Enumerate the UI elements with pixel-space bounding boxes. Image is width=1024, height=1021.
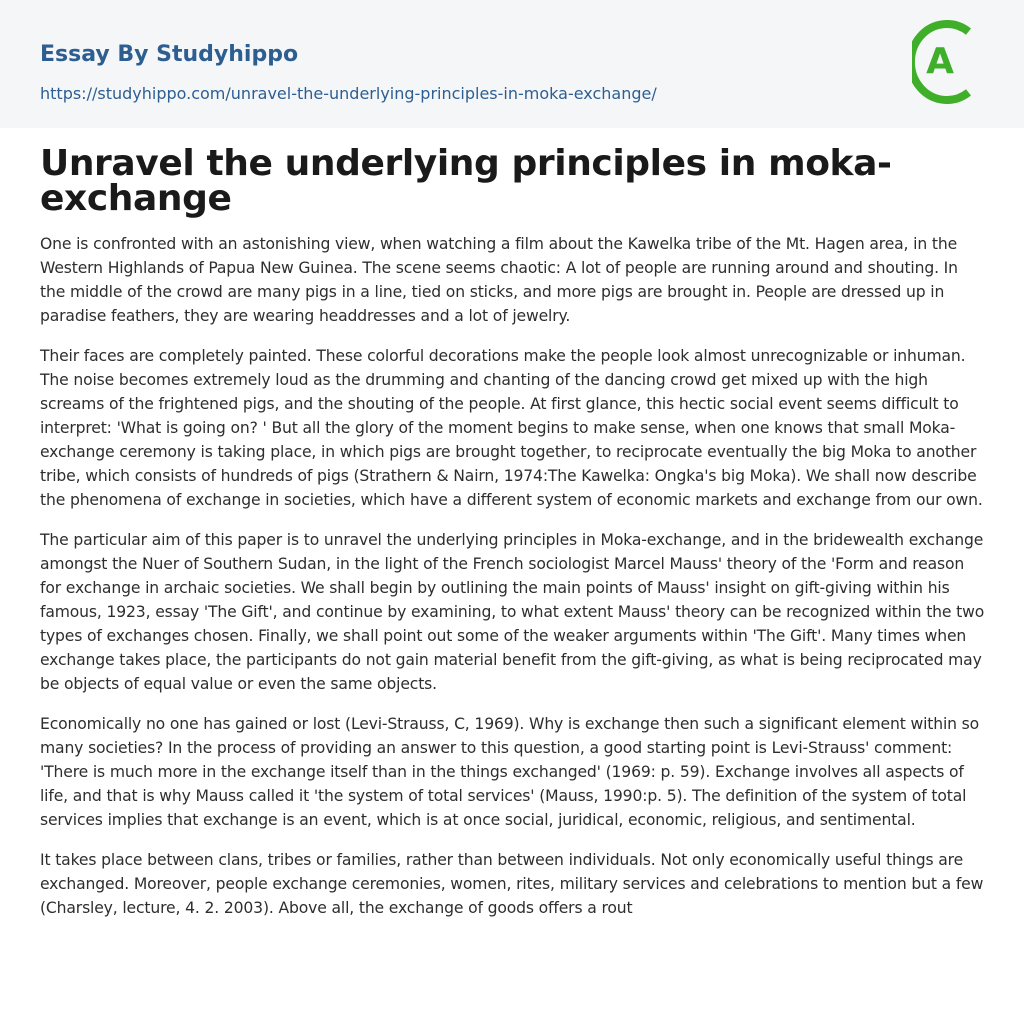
site-header [0, 0, 1024, 128]
article [40, 143, 985, 936]
logo-letter: A [926, 41, 954, 82]
article-paragraph: It takes place between clans, tribes or families, rather than between individuals. Not only economically useful things are exchanged. Moreover, people exchange ceremonies, women, rites, military services and celebrations to mention but a few (Charsley, lecture, 4. 2. 2003). Above all, the exchange of goods offers a rout [40, 851, 984, 917]
article-paragraph: Economically no one has gained or lost (Levi-Strauss, C, 1969). Why is exchange then such a significant element within so many societies? In the process of providing an answer to this question, a good starting point is Levi-Strauss' comment: 'There is much more in the exchange itself than in the things exchanged' (1969: p. 59). Exchange involves all aspects of life, and that is why Mauss called it 'the system of total services' (Mauss, 1990:p. 5). The definition of the system of total services implies that exchange is an event, which is at once social, juridical, economic, religious, and sentimental. [40, 715, 980, 829]
article-title: Unravel the underlying principles in moka-exchange [40, 143, 892, 219]
article-paragraph: The particular aim of this paper is to unravel the underlying principles in Moka-exchange, and in the bridewealth exchange amongst the Nuer of Southern Sudan, in the light of the French sociologist Marcel Mauss' theory of the 'Form and reason for exchange in archaic societies. We shall begin by outlining the main points of Mauss' insight on gift-giving within his famous, 1923, essay 'The Gift', and continue by examining, to what extent Mauss' theory can be recognized within the two types of exchanges chosen. Finally, we shall point out some of the weaker arguments within 'The Gift'. Many times when exchange takes place, the participants do not gain material benefit from the gift-giving, as what is being reciprocated may be objects of equal value or even the same objects. [40, 531, 985, 693]
brand-title[interactable]: Essay By Studyhippo [40, 42, 299, 67]
source-url-link[interactable]: https://studyhippo.com/unravel-the-underlying-principles-in-moka-exchange/ [40, 84, 657, 103]
article-paragraph: Their faces are completely painted. These colorful decorations make the people look almost unrecognizable or inhuman. The noise becomes extremely loud as the drumming and chanting of the dancing crowd get mixed up with the high screams of the frightened pigs, and the shouting of the people. At first glance, this hectic social event seems difficult to interpret: 'What is going on? ' But all the glory of the moment begins to make sense, when one knows that small Moka-exchange ceremony is taking place, in which pigs are brought together, to reciprocate eventually the big Moka to another tribe, which consists of hundreds of pigs (Strathern & Nairn, 1974:The Kawelka: Ongka's big Moka). We shall now describe the phenomena of exchange in societies, which have a different system of economic markets and exchange from our own. [40, 347, 983, 509]
studyhippo-logo-icon[interactable] [912, 20, 988, 104]
article-paragraph: One is confronted with an astonishing view, when watching a film about the Kawelka tribe of the Mt. Hagen area, in the Western Highlands of Papua New Guinea. The scene seems chaotic: A lot of people are running around and shouting. In the middle of the crowd are many pigs in a line, tied on sticks, and more pigs are brought in. People are dressed up in paradise feathers, they are wearing headdresses and a lot of jewelry. [40, 235, 958, 325]
